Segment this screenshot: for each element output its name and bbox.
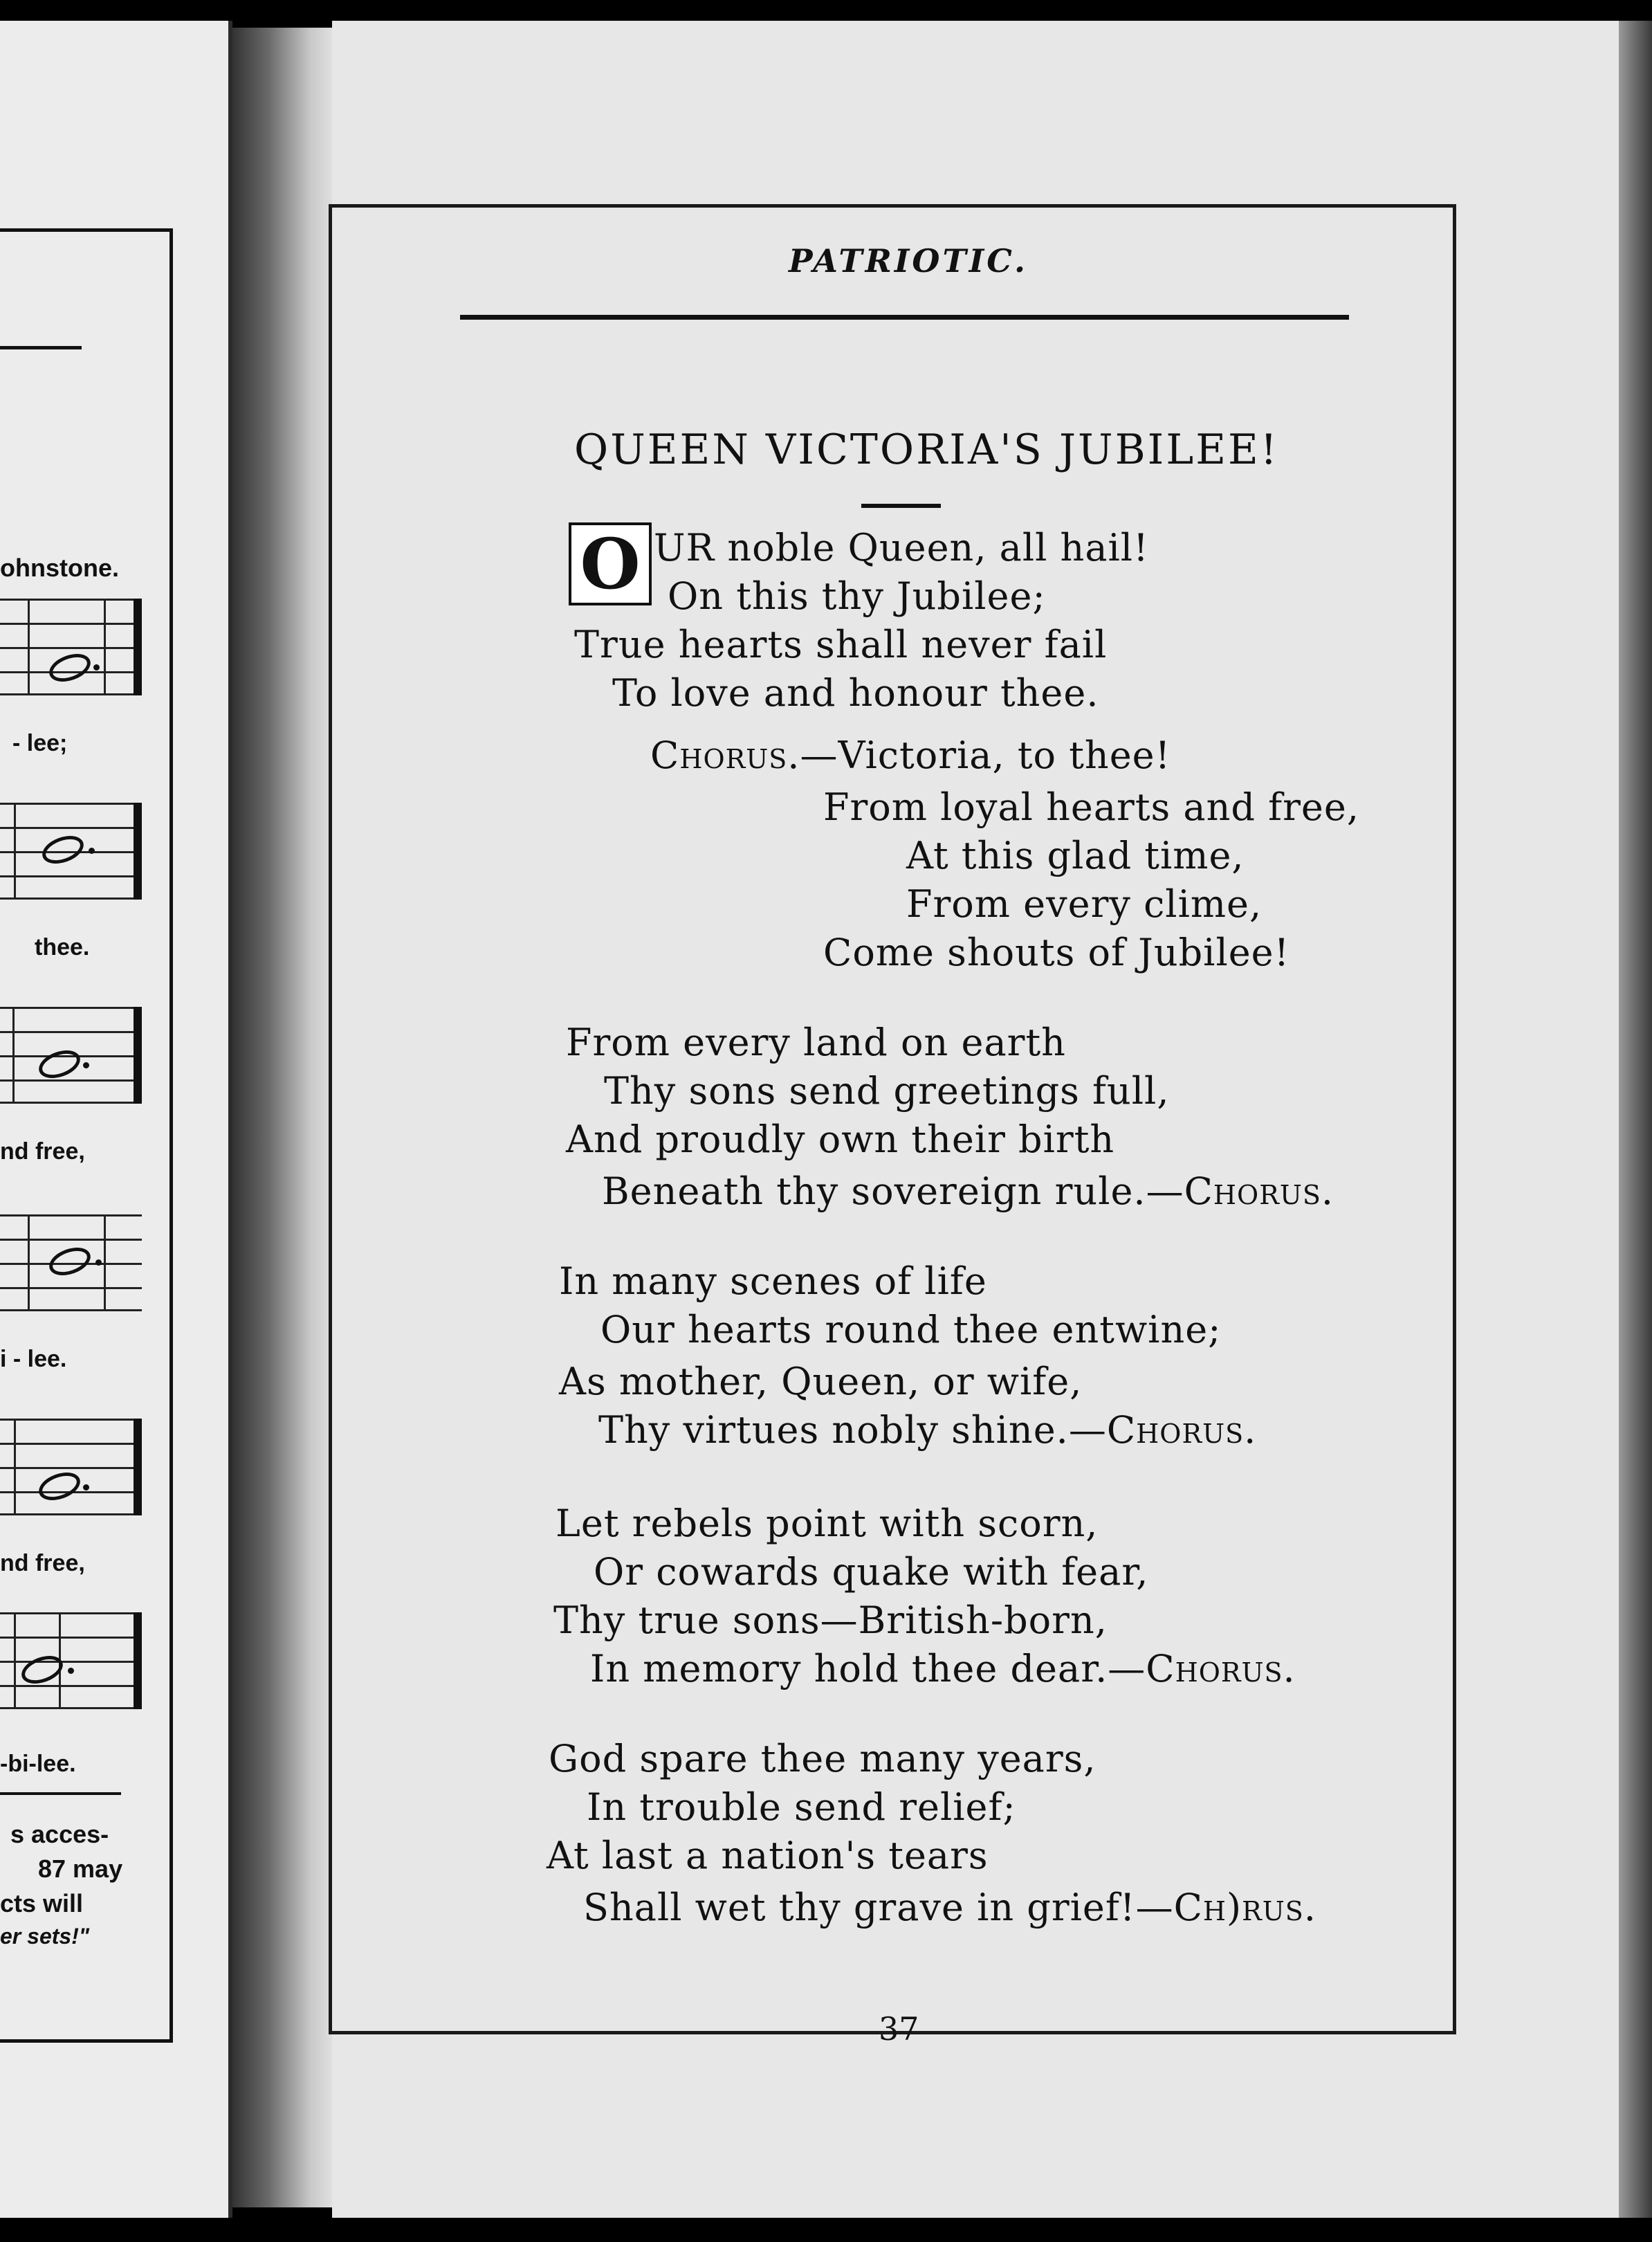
verse-line: On this thy Jubilee; bbox=[668, 574, 1046, 618]
left-fragment: thee. bbox=[35, 934, 90, 960]
verse-line: God spare thee many years, bbox=[549, 1737, 1096, 1780]
verse-line: Shall wet thy grave in grief!—Ch)rus. bbox=[583, 1886, 1316, 1929]
left-footer-line: er sets!" bbox=[0, 1924, 90, 1949]
page-edge bbox=[1619, 21, 1652, 2218]
verse-line: At last a nation's tears bbox=[547, 1834, 989, 1877]
verse-line: Thy virtues nobly shine.—Chorus. bbox=[598, 1408, 1257, 1452]
music-staff bbox=[0, 1419, 142, 1515]
music-staff bbox=[0, 1007, 142, 1104]
chorus-ref: Chorus. bbox=[1106, 1408, 1257, 1452]
left-fragment: -bi-lee. bbox=[0, 1751, 76, 1777]
header-rule bbox=[460, 315, 1349, 320]
verse-line: In many scenes of life bbox=[559, 1259, 987, 1303]
left-page-rule bbox=[0, 346, 82, 349]
chorus-line: At this glad time, bbox=[906, 834, 1245, 877]
verse-line: Our hearts round thee entwine; bbox=[600, 1308, 1222, 1351]
music-staff bbox=[0, 1612, 142, 1709]
verse-line: Let rebels point with scorn, bbox=[556, 1502, 1099, 1545]
running-head: PATRIOTIC. bbox=[789, 242, 1029, 280]
verse-line: True hearts shall never fail bbox=[574, 623, 1108, 666]
verse-line: Beneath thy sovereign rule.—Chorus. bbox=[602, 1169, 1334, 1213]
left-page bbox=[0, 21, 232, 2218]
music-staff bbox=[0, 1214, 142, 1311]
verse-line: Or cowards quake with fear, bbox=[594, 1550, 1149, 1594]
verse-line: Thy sons send greetings full, bbox=[604, 1069, 1170, 1113]
chorus-line: From loyal hearts and free, bbox=[823, 785, 1359, 829]
verse-line: From every land on earth bbox=[566, 1021, 1066, 1064]
verse-line: Thy true sons—British-born, bbox=[553, 1598, 1108, 1642]
left-fragment: ohnstone. bbox=[0, 554, 119, 582]
music-staff bbox=[0, 599, 142, 695]
chorus-line: From every clime, bbox=[906, 882, 1263, 926]
poem-title: QUEEN VICTORIA'S JUBILEE! bbox=[574, 426, 1279, 474]
left-fragment: nd free, bbox=[0, 1138, 85, 1165]
chorus-line: Come shouts of Jubilee! bbox=[823, 931, 1290, 974]
left-footer-line: cts will bbox=[0, 1889, 84, 1917]
verse-line: To love and honour thee. bbox=[612, 671, 1099, 715]
verse-line: In memory hold thee dear.—Chorus. bbox=[590, 1647, 1296, 1690]
chorus-ref: Chorus. bbox=[1184, 1169, 1334, 1213]
music-staff bbox=[0, 803, 142, 900]
drop-cap: O bbox=[569, 522, 652, 605]
left-fragment: nd free, bbox=[0, 1550, 85, 1576]
left-footer-line: 87 may bbox=[38, 1854, 123, 1883]
left-fragment: i - lee. bbox=[0, 1346, 67, 1372]
chorus-ref: Chorus. bbox=[1146, 1647, 1296, 1690]
left-footer-line: s acces- bbox=[10, 1820, 109, 1848]
page-number: 37 bbox=[879, 2010, 919, 2048]
book-gutter bbox=[232, 28, 336, 2207]
chorus-line: Chorus.—Victoria, to thee! bbox=[650, 733, 1171, 777]
verse-line: In trouble send relief; bbox=[587, 1785, 1016, 1829]
verse-line: And proudly own their birth bbox=[566, 1118, 1115, 1161]
title-rule bbox=[861, 504, 941, 508]
left-page-rule bbox=[0, 1792, 121, 1795]
left-fragment: - lee; bbox=[12, 730, 68, 756]
chorus-ref: Ch)rus. bbox=[1173, 1886, 1316, 1929]
verse-line: As mother, Queen, or wife, bbox=[559, 1360, 1083, 1403]
chorus-label: Chorus. bbox=[650, 733, 800, 777]
verse-line: UR noble Queen, all hail! bbox=[654, 526, 1149, 569]
